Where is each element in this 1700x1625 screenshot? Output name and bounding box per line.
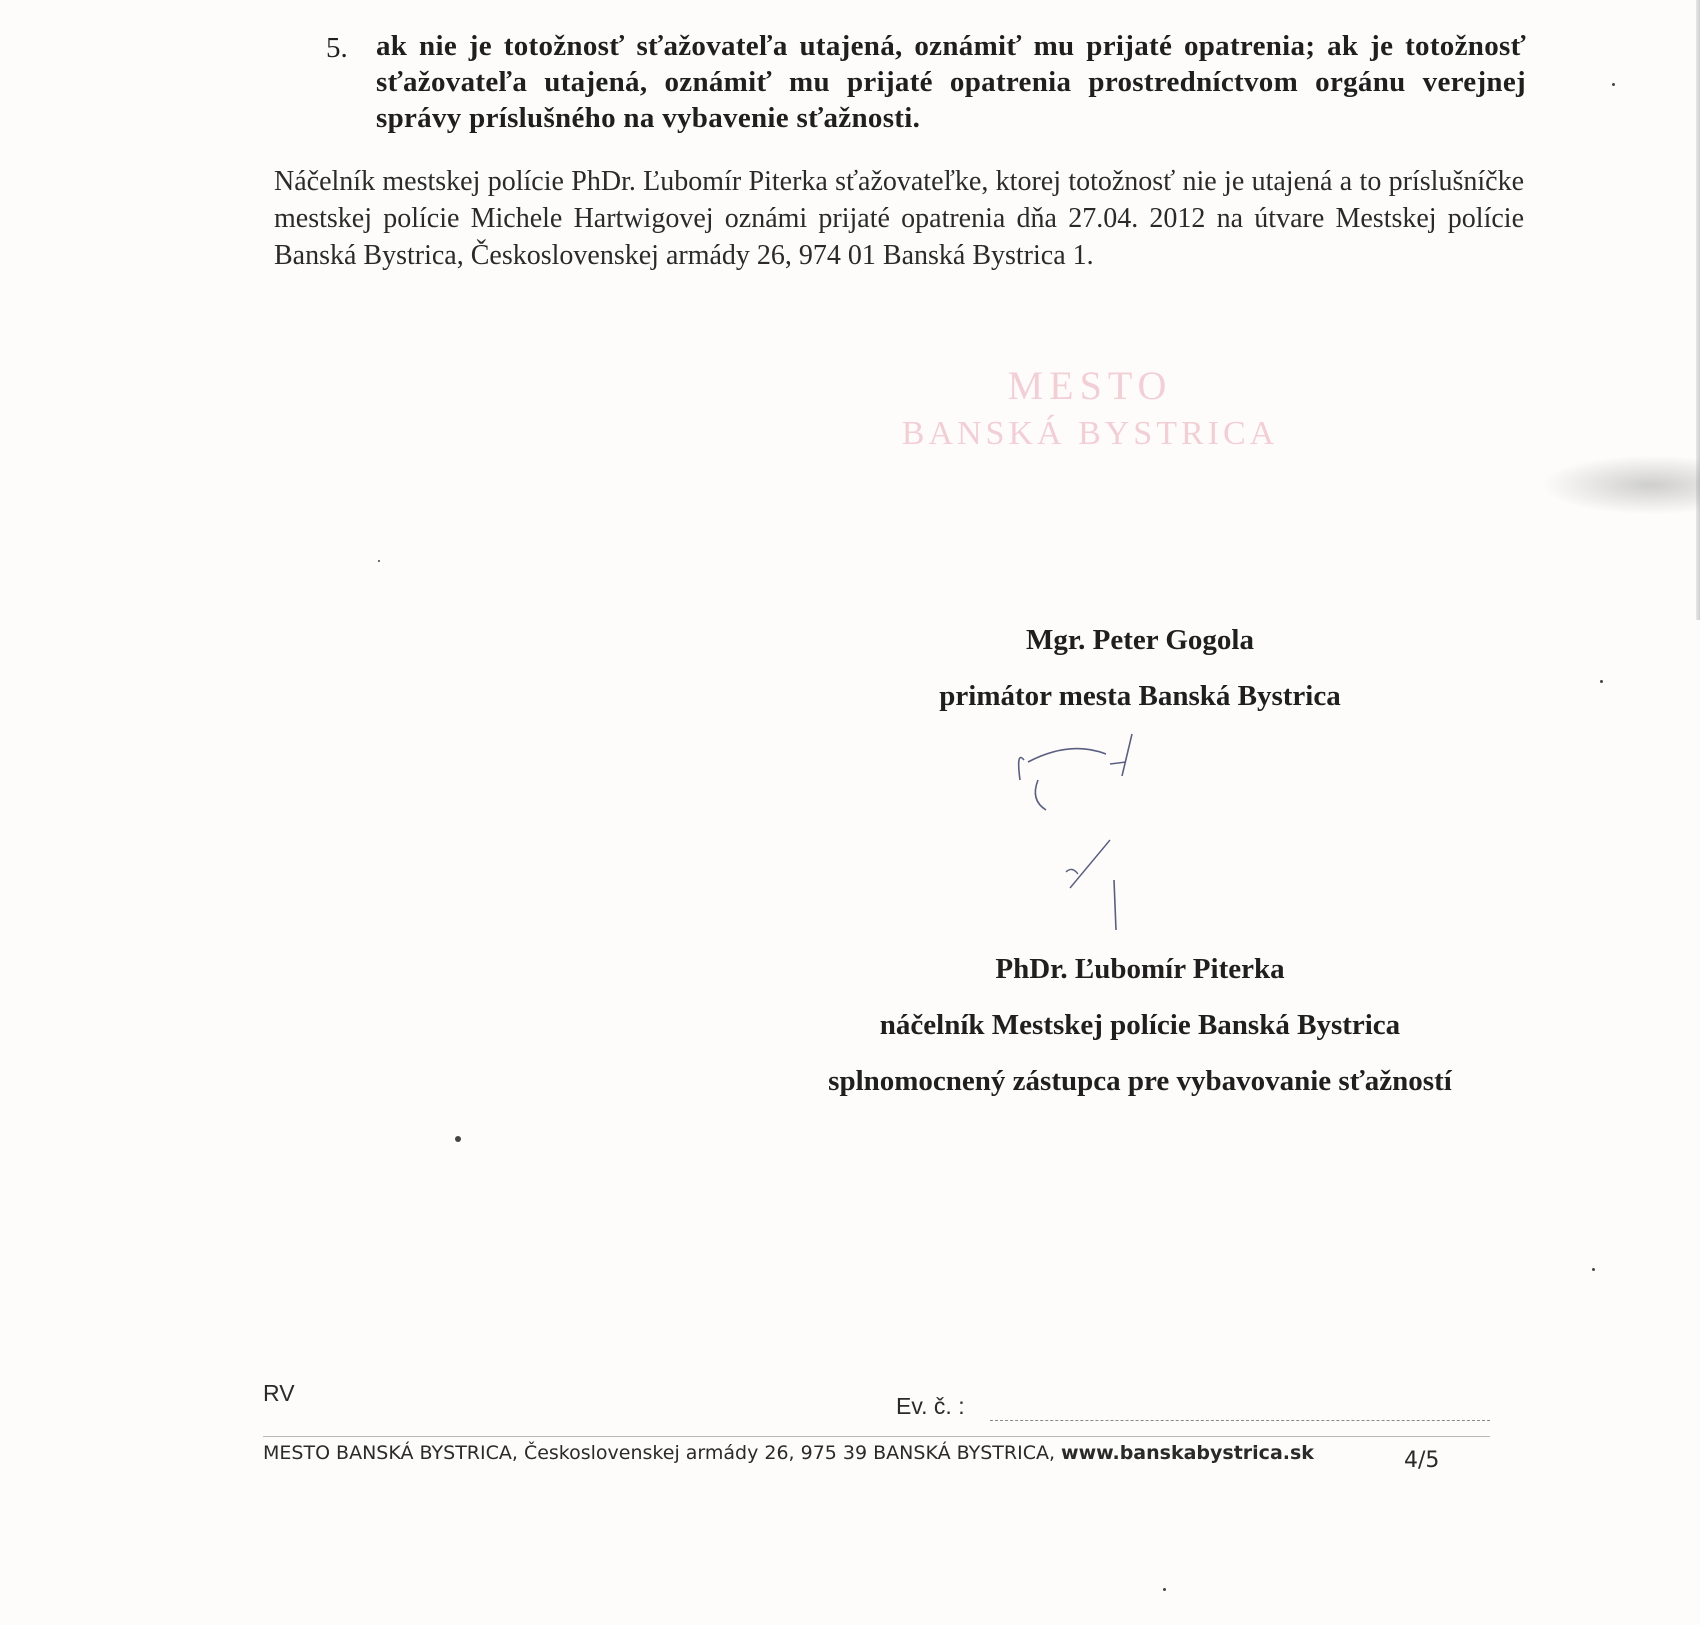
handwritten-signature	[1010, 720, 1210, 940]
signatory-title: náčelník Mestskej polície Banská Bystrica	[879, 1009, 1401, 1041]
stamp-line-1: MESTO	[1007, 363, 1173, 408]
scan-speck	[1163, 1588, 1166, 1591]
footer-address-text: MESTO BANSKÁ BYSTRICA, Československej armády 26, 975 39 BANSKÁ BYSTRICA,	[263, 1442, 1055, 1464]
scan-speck	[1612, 83, 1615, 86]
scan-speck	[1592, 1268, 1595, 1271]
signatory-name: PhDr. Ľubomír Piterka	[995, 953, 1285, 985]
body-paragraph: Náčelník mestskej polície PhDr. Ľubomír Piterka sťažovateľke, ktorej totožnosť nie je utajená a to príslušníčke mestskej polície Michele Hartwigovej oznámi prijaté opatrenia dňa 27.04. 2012 na útvare Mestskej polície Banská Bystrica, Československej armády 26, 974 01 Banská Bystrica 1.	[274, 166, 1524, 271]
signatory-mayor	[740, 612, 1540, 724]
scan-edge	[1696, 0, 1700, 620]
signatory-police-chief	[740, 941, 1540, 1109]
footer-website[interactable]: www.banskabystrica.sk	[1061, 1442, 1314, 1464]
footer-initials: RV	[263, 1380, 295, 1406]
page-number: 4/5	[1404, 1448, 1440, 1473]
item-text: ak nie je totožnosť sťažovateľa utajená, oznámiť mu prijaté opatrenia; ak je totožnosť sťažovateľa utajená, oznámiť mu prijaté opatrenia prostredníctvom orgánu verejnej správy príslušného na vybavenie sťažnosti.	[376, 30, 1526, 134]
footer-registration-line	[990, 1420, 1490, 1421]
stamp-line-2: BANSKÁ BYSTRICA	[901, 415, 1279, 452]
scan-speck	[1600, 680, 1603, 683]
item-number: 5.	[326, 32, 348, 64]
footer-registration-label: Ev. č. :	[896, 1393, 965, 1419]
scan-speck	[378, 560, 380, 562]
fold-shadow	[1540, 455, 1700, 515]
city-stamp	[880, 360, 1300, 480]
signatory-role: splnomocnený zástupca pre vybavovanie sťažností	[828, 1065, 1452, 1097]
footer-address	[263, 1442, 1314, 1464]
footer-divider	[263, 1436, 1490, 1437]
signatory-name: Mgr. Peter Gogola	[1026, 624, 1254, 656]
signatory-title: primátor mesta Banská Bystrica	[939, 680, 1341, 712]
scan-speck	[455, 1136, 461, 1142]
